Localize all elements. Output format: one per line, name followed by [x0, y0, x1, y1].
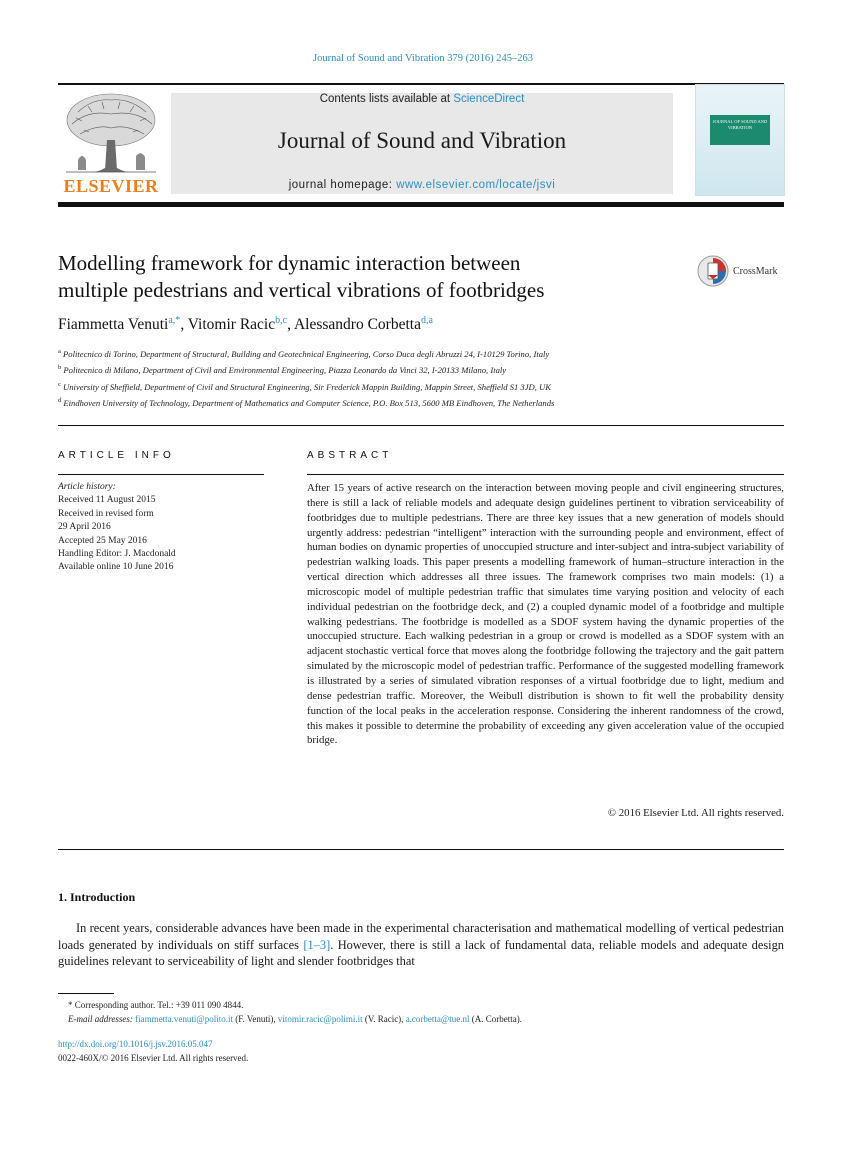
footnotes: [58, 999, 784, 1026]
article-info-heading: ARTICLE INFO: [58, 450, 175, 461]
author-affiliation-marker[interactable]: b,c: [275, 315, 288, 326]
author-name[interactable]: Alessandro Corbetta: [293, 316, 421, 334]
article-history-label: Article history:: [58, 482, 116, 492]
header-top-rule: [58, 83, 784, 85]
contents-prefix: Contents lists available at: [319, 93, 454, 105]
author-separator: ,: [180, 316, 188, 334]
journal-homepage-link[interactable]: www.elsevier.com/locate/jsvi: [396, 179, 556, 191]
contents-line: [171, 93, 673, 105]
affiliation-item: $^d$ Eindhoven University of Technology, Department of Mathematics and Computer Science, P.O. Box 513, 5600 MB Eindhoven, The Netherlands: [58, 396, 555, 408]
author-list: [58, 315, 784, 334]
homepage-line: [171, 179, 673, 191]
doi-link[interactable]: http://dx.doi.org/10.1016/j.jsv.2016.05.047: [58, 1039, 213, 1049]
history-line: Received in revised form: [58, 508, 154, 519]
history-line: Available online 10 June 2016: [58, 562, 174, 573]
homepage-prefix: journal homepage:: [288, 179, 397, 191]
header-bottom-rule: [58, 202, 784, 207]
email-link[interactable]: a.corbetta@tue.nl: [405, 1013, 470, 1024]
history-line: Handling Editor: J. Macdonald: [58, 549, 176, 560]
cover-title-band: JOURNAL OF SOUND AND VIBRATION: [710, 115, 770, 145]
section-divider: [58, 425, 784, 426]
issn-line: 0022-460X/© 2016 Elsevier Ltd. All rights reserved.: [58, 1052, 249, 1063]
affiliation-item: $^a$ Politecnico di Torino, Department of Structural, Building and Geotechnical Engineering, Corso Duca degli Abruzzi 24, I-10129 Torino, Italy: [58, 348, 550, 359]
author-name[interactable]: Fiammetta Venuti: [58, 316, 169, 334]
author-name[interactable]: Vitomir Racic: [187, 316, 276, 334]
article-history: [58, 481, 264, 575]
abstract-rule: [307, 474, 784, 475]
author-affiliation-marker[interactable]: a,*: [168, 315, 181, 326]
affiliation-item: $^c$ University of Sheffield, Department of Civil and Structural Engineering, Sir Frederick Mappin Building, Mappin Street, Sheffield S1 3JD, UK: [58, 380, 551, 392]
paper-title-line-1: Modelling framework for dynamic interaction between: [58, 251, 521, 275]
sciencedirect-link[interactable]: ScienceDirect: [453, 93, 525, 105]
journal-title: Journal of Sound and Vibration: [277, 128, 567, 153]
email-link[interactable]: vitomir.racic@polimi.it: [277, 1013, 363, 1024]
affiliations: [58, 345, 784, 410]
history-line: 29 April 2016: [58, 522, 111, 533]
author-separator: ,: [287, 316, 294, 334]
author-affiliation-marker[interactable]: d,a: [420, 315, 433, 326]
article-info-rule: [58, 474, 264, 475]
journal-cover-thumbnail[interactable]: [695, 84, 785, 196]
section-heading-introduction: 1. Introduction: [58, 890, 136, 904]
paper-title-line-2: multiple pedestrians and vertical vibrations of footbridges: [58, 278, 545, 302]
paper-title: [58, 250, 678, 304]
abstract-heading: ABSTRACT: [307, 450, 393, 461]
email-link[interactable]: fiammetta.venuti@polito.it: [135, 1013, 233, 1024]
crossmark-label: CrossMark: [733, 266, 778, 277]
elsevier-wordmark: ELSEVIER: [63, 176, 159, 196]
footnote-rule: [58, 993, 114, 994]
history-line: Accepted 25 May 2016: [58, 535, 147, 546]
doi-block: [58, 1038, 784, 1065]
history-line: Received 11 August 2015: [58, 495, 156, 506]
abstract-text: After 15 years of active research on the interaction between moving people and civil engineering structures, there is still a lack of reliable models and adequate design guidelines pertinent to vibration serviceability of footbridges due to multiple pedestrians. There are three key issues that a new generation of models should urgently address: pedestrian “intelligent” interaction with the surrounding people and environment, effect of human bodies on dynamic properties of unoccupied structure and inter-subject and intra-subject variability of pedestrian walking loads. This paper presents a modelling framework of human–structure interaction in the vertical direction which addresses all three issues. The framework comprises two main models: (1) a microscopic model of multiple pedestrian traffic that simulates time varying position and velocity of each individual pedestrian on the footbridge deck, and (2) a coupled dynamic model of a footbridge and multiple walking pedestrians. The footbridge is modelled as a SDOF system having the dynamic properties of the unoccupied structure. Each walking pedestrian in a group or crowd is modelled as a SDOF system with an adjacent stochastic vertical force that moves along the footbridge following the trajectory and the gait pattern simulated by the microscopic model of pedestrian traffic. Performance of the suggested modelling framework is illustrated by a series of simulated vibration responses of a virtual footbridge due to light, medium and dense pedestrian traffic. Moreover, the Weibull distribution is shown to fit well the probability density function of the local peaks in the acceleration response. Considering the inherent randomness of the crowd, this makes it possible to determine the probability of exceeding any given acceleration value of the occupied bridge.: [307, 482, 784, 747]
introduction-paragraph: In recent years, considerable advances have been made in the experimental characterisation and mathematical modelling of vertical pedestrian loads generated by individuals on stiff surfaces [1–3]. However, there is still a lack of fundamental data, reliable models and adequate design guidelines relevant to serviceability of light and slender footbridges that: [58, 921, 784, 968]
affiliation-item: $^b$ Politecnico di Milano, Department of Civil and Environmental Engineering, Piazza Leonardo da Vinci 32, I-20133 Milano, Italy: [58, 364, 507, 376]
corresponding-author-note: * Corresponding author. Tel.: +39 011 090 4844.: [68, 1000, 244, 1010]
abstract-end-rule: [58, 849, 784, 850]
running-head[interactable]: Journal of Sound and Vibration 379 (2016) 245–263: [313, 53, 533, 64]
abstract-copyright: © 2016 Elsevier Ltd. All rights reserved.: [607, 807, 784, 819]
email-addresses: E-mail addresses: fiammetta.venuti@polito.it (F. Venuti), vitomir.racic@polimi.it (V. Racic), a.corbetta@tue.nl (A. Corbetta).: [68, 1013, 522, 1024]
reference-link[interactable]: [1–3]: [303, 937, 331, 952]
